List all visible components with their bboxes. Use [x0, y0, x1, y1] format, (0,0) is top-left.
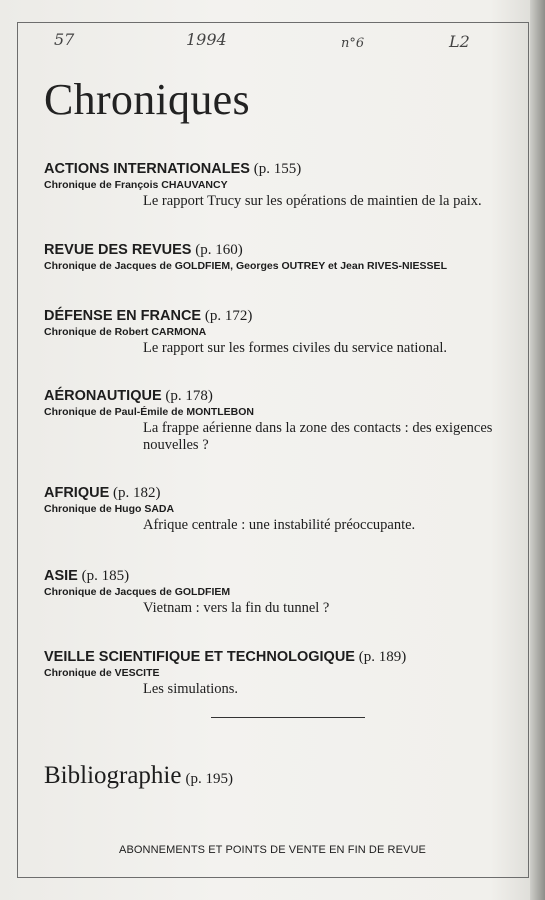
- section-description: La frappe aérienne dans la zone des contacts : des exigences nouvelles ?: [143, 420, 493, 453]
- section-veille-scientifique[interactable]: [44, 648, 528, 698]
- section-page: (p. 172): [204, 308, 253, 324]
- bibliography-title: Bibliographie: [44, 762, 182, 789]
- section-name: AÉRONAUTIQUE: [44, 388, 162, 404]
- section-page: (p. 182): [113, 485, 161, 501]
- section-page: (p. 155): [253, 161, 302, 177]
- section-heading: [44, 484, 528, 502]
- section-description: Afrique centrale : une instabilité préoccupante.: [143, 517, 416, 533]
- section-author: Chronique de Paul-Émile de MONTLEBON: [44, 406, 255, 418]
- section-page: (p. 185): [81, 568, 130, 584]
- section-heading: [44, 307, 528, 325]
- section-author: Chronique de Hugo SADA: [44, 503, 175, 515]
- section-description: Le rapport Trucy sur les opérations de maintien de la paix.: [143, 193, 482, 209]
- section-author: Chronique de Robert CARMONA: [44, 326, 207, 338]
- next-page-edge: [530, 0, 545, 900]
- section-page: (p. 160): [195, 242, 243, 258]
- section-name: VEILLE SCIENTIFIQUE ET TECHNOLOGIQUE: [44, 649, 355, 665]
- handwritten-note: L2: [449, 32, 470, 51]
- handwritten-note: 1994: [186, 30, 227, 49]
- section-description: Vietnam : vers la fin du tunnel ?: [143, 600, 330, 616]
- section-heading: [44, 241, 528, 259]
- section-name: AFRIQUE: [44, 485, 110, 501]
- page-title: Chroniques: [44, 75, 250, 124]
- section-description: Le rapport sur les formes civiles du service national.: [143, 340, 447, 356]
- section-heading: [44, 648, 528, 666]
- section-asie[interactable]: [44, 567, 528, 617]
- section-author: Chronique de Jacques de GOLDFIEM: [44, 586, 231, 598]
- bibliography-entry[interactable]: [44, 762, 233, 790]
- footer-note: ABONNEMENTS ET POINTS DE VENTE EN FIN DE REVUE: [119, 844, 426, 856]
- bibliography-page: (p. 195): [185, 771, 233, 787]
- divider: [211, 717, 365, 718]
- section-name: DÉFENSE EN FRANCE: [44, 308, 202, 324]
- section-page: (p. 178): [165, 388, 213, 404]
- section-name: ASIE: [44, 568, 78, 584]
- section-name: REVUE DES REVUES: [44, 242, 192, 258]
- section-afrique[interactable]: [44, 484, 528, 534]
- section-actions-internationales[interactable]: [44, 160, 528, 210]
- section-author: Chronique de Jacques de GOLDFIEM, Georges OUTREY et Jean RIVES-NIESSEL: [44, 260, 447, 272]
- section-page: (p. 189): [358, 649, 407, 665]
- section-heading: [44, 160, 528, 178]
- section-defense-en-france[interactable]: [44, 307, 528, 357]
- handwritten-note: n°6: [341, 36, 365, 51]
- section-name: ACTIONS INTERNATIONALES: [44, 161, 250, 177]
- section-author: Chronique de VESCITE: [44, 667, 160, 679]
- section-aeronautique[interactable]: [44, 387, 528, 454]
- section-heading: [44, 567, 528, 585]
- handwritten-note: 57: [54, 30, 75, 49]
- section-revue-des-revues[interactable]: [44, 241, 528, 273]
- section-description: Les simulations.: [143, 681, 239, 697]
- section-author: Chronique de François CHAUVANCY: [44, 179, 228, 191]
- section-heading: [44, 387, 528, 405]
